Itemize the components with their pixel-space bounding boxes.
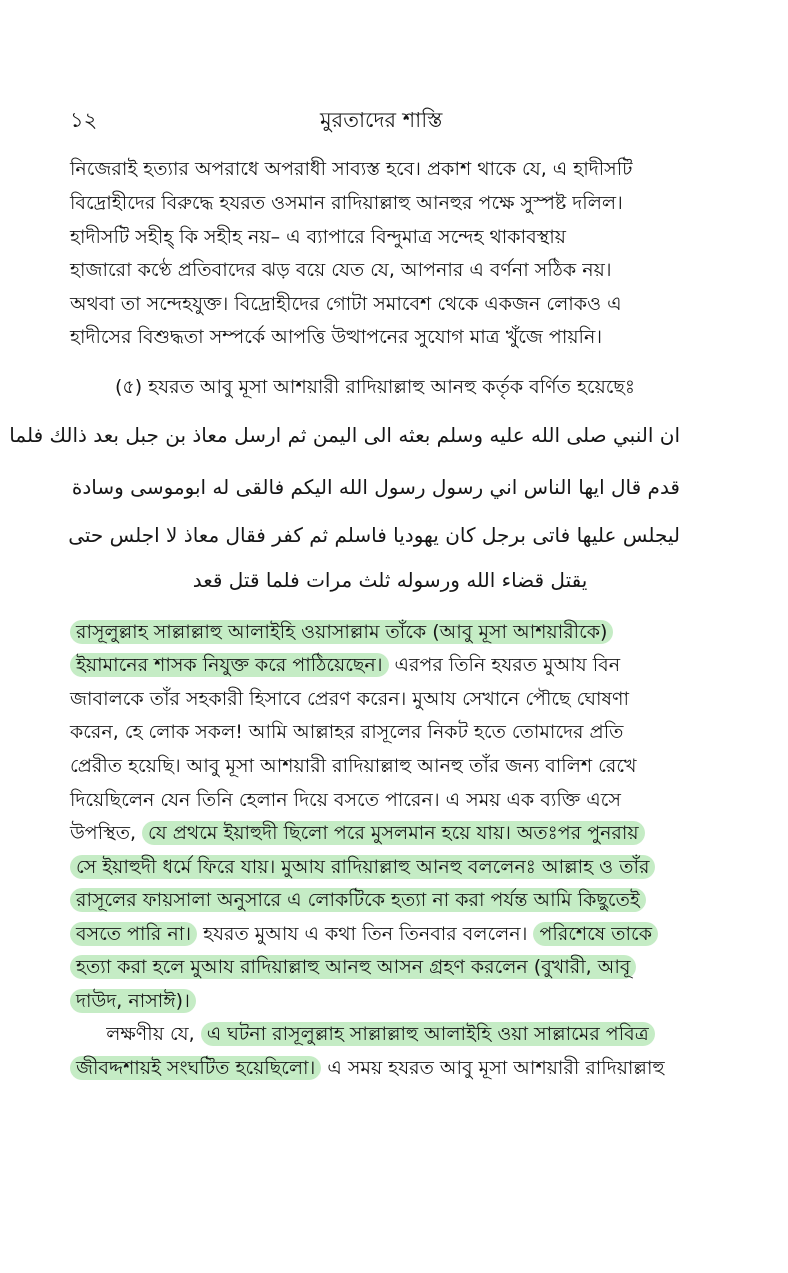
highlighted-text: বসতে পারি না।	[70, 922, 197, 946]
narration-intro: (৫) হযরত আবু মূসা আশয়ারী রাদিয়াল্লাহু আনহু কর্তৃক বর্ণিত হয়েছেঃ	[115, 376, 636, 398]
text-line: উপস্থিত, যে প্রথমে ইয়াহুদী ছিলো পরে মুসলমান হয়ে যায়। অতঃপর পুনরায়	[70, 819, 710, 847]
text-line	[70, 618, 710, 646]
running-title: মুরতাদের শাস্তি	[320, 108, 443, 132]
highlighted-text: যে প্রথমে ইয়াহুদী ছিলো পরে মুসলমান হয়ে যায়। অতঃপর পুনরায়	[142, 821, 645, 845]
text-line: জীবদ্দশায়ই সংঘটিত হয়েছিলো। এ সময় হযরত আবু মূসা আশয়ারী রাদিয়াল্লাহু	[70, 1054, 710, 1082]
text-line	[70, 853, 710, 881]
highlighted-text: হত্যা করা হলে মুআয রাদিয়াল্লাহু আনহু আসন গ্রহণ করলেন (বুখারী, আবূ	[70, 955, 636, 979]
page-number: ১২	[70, 108, 98, 132]
text-line	[70, 987, 710, 1015]
highlighted-text: ইয়ামানের শাসক নিযুক্ত করে পাঠিয়েছেন।	[70, 653, 389, 677]
page-header	[70, 104, 710, 134]
arabic-line: ليجلس عليها فاتى برجل كان يهوديا فاسلم ثم كفر فقال معاذ لا اجلس حتى	[68, 523, 680, 547]
highlighted-text: রাসূলের ফায়সালা অনুসারে এ লোকটিকে হত্যা না করা পর্যন্ত আমি কিছুতেই	[70, 888, 646, 912]
highlighted-text: দাউদ, নাসাঈ)।	[70, 989, 196, 1013]
text-line: বিদ্রোহীদের বিরুদ্ধে হযরত ওসমান রাদিয়াল্লাহু আনহুর পক্ষে সুস্পষ্ট দলিল।	[70, 192, 623, 214]
highlighted-text: পরিশেষে তাকে	[533, 922, 658, 946]
text-line	[70, 953, 710, 981]
highlighted-text: রাসূলুল্লাহ সাল্লাল্লাহু আলাইহি ওয়াসাল্লাম তাঁকে (আবু মূসা আশয়ারীকে)	[70, 620, 613, 644]
text-line: ইয়ামানের শাসক নিযুক্ত করে পাঠিয়েছেন। এরপর তিনি হযরত মুআয বিন	[70, 651, 710, 679]
text-line: জাবালকে তাঁর সহকারী হিসাবে প্রেরণ করেন। মুআয সেখানে পৌছে ঘোষণা	[70, 688, 630, 710]
text-line	[70, 886, 710, 914]
highlighted-text: এ ঘটনা রাসূলুল্লাহ সাল্লাল্লাহু আলাইহি ওয়া সাল্লামের পবিত্র	[201, 1022, 655, 1046]
arabic-line: يقتل قضاء الله ورسوله ثلث مرات فلما قتل قعد	[192, 568, 588, 592]
highlighted-text: জীবদ্দশায়ই সংঘটিত হয়েছিলো।	[70, 1056, 321, 1080]
text-line: প্রেরীত হয়েছি। আবু মূসা আশয়ারী রাদিয়াল্লাহু আনহু তাঁর জন্য বালিশ রেখে	[70, 755, 637, 777]
text-line: লক্ষণীয় যে, এ ঘটনা রাসূলুল্লাহ সাল্লাল্লাহু আলাইহি ওয়া সাল্লামের পবিত্র	[70, 1020, 710, 1048]
arabic-line: ان النبي صلى الله عليه وسلم بعثه الى اليمن ثم ارسل معاذ بن جبل بعد ذالك فلما	[9, 423, 680, 447]
text-line: করেন, হে লোক সকল! আমি আল্লাহর রাসূলের নিকট হতে তোমাদের প্রতি	[70, 721, 624, 743]
highlighted-text: সে ইয়াহুদী ধর্মে ফিরে যায়। মুআয রাদিয়াল্লাহু আনহু বললেনঃ আল্লাহ ও তাঁর	[70, 855, 655, 879]
text-line: হাদীসের বিশুদ্ধতা সম্পর্কে আপত্তি উত্থাপনের সুযোগ মাত্র খুঁজে পায়নি।	[70, 326, 603, 348]
text-line: হাজারো কণ্ঠে প্রতিবাদের ঝড় বয়ে যেত যে, আপনার এ বর্ণনা সঠিক নয়।	[70, 259, 612, 281]
text-line: নিজেরাই হত্যার অপরাধে অপরাধী সাব্যস্ত হবে। প্রকাশ থাকে যে, এ হাদীসটি	[70, 158, 633, 180]
text-line: হাদীসটি সহীহ্ কি সহীহ নয়– এ ব্যাপারে বিন্দুমাত্র সন্দেহ থাকাবস্থায়	[70, 226, 566, 248]
text-line: দিয়েছিলেন যেন তিনি হেলান দিয়ে বসতে পারেন। এ সময় এক ব্যক্তি এসে	[70, 789, 621, 811]
text-line: অথবা তা সন্দেহযুক্ত। বিদ্রোহীদের গোটা সমাবেশ থেকে একজন লোকও এ	[70, 293, 622, 315]
text-line: বসতে পারি না। হযরত মুআয এ কথা তিন তিনবার বললেন। পরিশেষে তাকে	[70, 920, 710, 948]
arabic-line: قدم قال ايها الناس اني رسول رسول الله اليكم فالقى له ابوموسى وسادة	[71, 475, 680, 499]
